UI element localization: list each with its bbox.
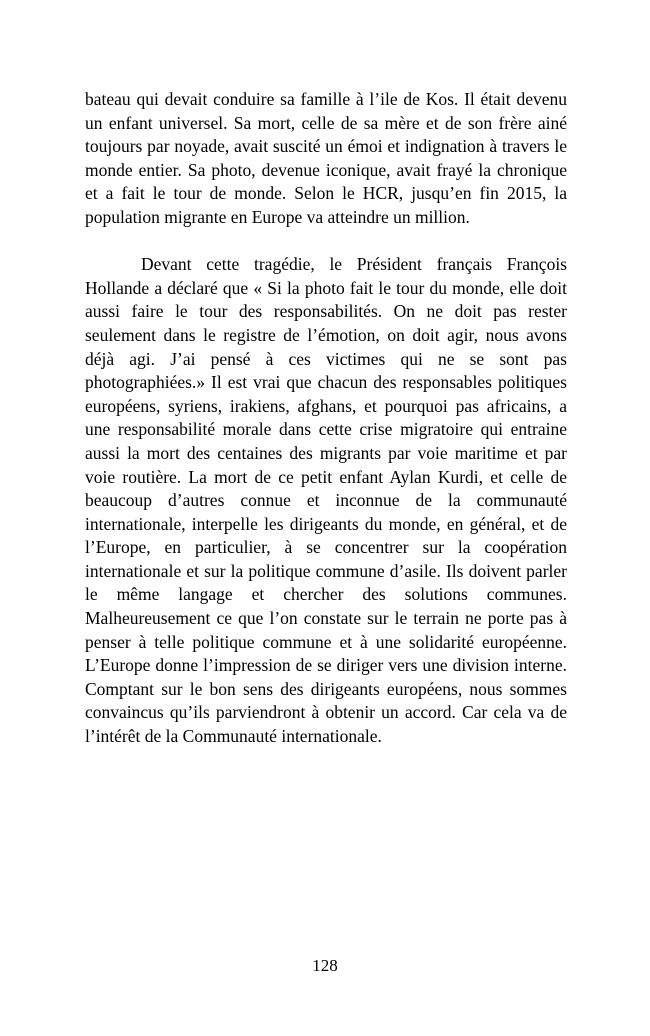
paragraph-2: Devant cette tragédie, le Président français François Hollande a déclaré que « Si la photo fait le tour du monde, elle doit aussi faire le tour des responsabilités. On ne doit pas rester seulement dans le registre de l’émotion, on doit agir, nous avons déjà agi. J’ai pensé à ces victimes qui ne se sont pas photographiées.» Il est vrai que chacun des responsables politiques européens, syriens, irakiens, afghans, et pourquoi pas africains, a une responsabilité morale dans cette crise migratoire qui entraine aussi la mort des centaines des migrants par voie maritime et par voie routière. La mort de ce petit enfant Aylan Kurdi, et celle de beaucoup d’autres connue et inconnue de la communauté internationale, interpelle les dirigeants du monde, en général, et de l’Europe, en particulier, à se concentrer sur la coopération internationale et sur la politique commune d’asile. Ils doivent parler le même langage et chercher des solutions communes. Malheureusement ce que l’on constate sur le terrain ne porte pas à penser à telle politique commune et à une solidarité européenne. L’Europe donne l’impression de se diriger vers une division interne. Comptant sur le bon sens des dirigeants européens, nous sommes convaincus qu’ils parviendront à obtenir un accord. Car cela va de l’intérêt de la Communauté internationale.	[85, 254, 567, 747]
paragraph-1: bateau qui devait conduire sa famille à l’ile de Kos. Il était devenu un enfant universel. Sa mort, celle de sa mère et de son frère ainé toujours par noyade, avait suscité un émoi et indignation à travers le monde entier. Sa photo, devenue iconique, avait frayé la chronique et a fait le tour de monde. Selon le HCR, jusqu’en fin 2015, la population migrante en Europe va atteindre un million.	[85, 89, 567, 227]
page-number: 128	[312, 956, 338, 975]
text-block	[85, 88, 567, 749]
